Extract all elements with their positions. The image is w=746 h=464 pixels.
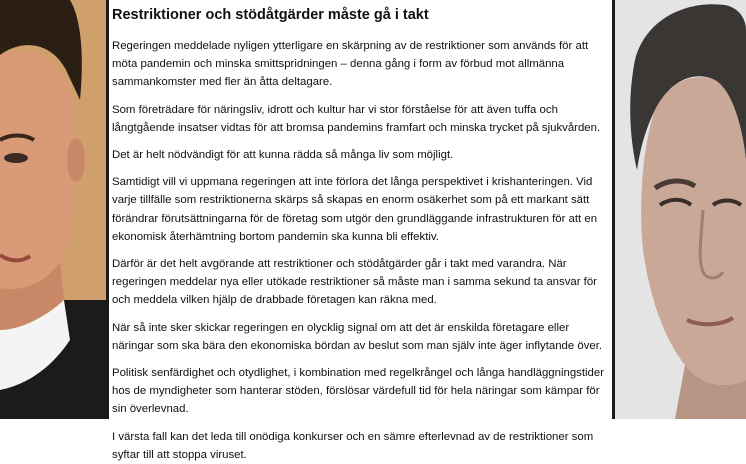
left-portrait-illustration [0,0,106,419]
article-paragraph: Det är helt nödvändigt för att kunna rädda så många liv som möjligt. [112,149,454,162]
article-paragraph: I värsta fall kan det leda till onödiga konkurser och en sämre efterlevnad av de restriktioner som syftar till att stoppa viruset. [112,430,594,461]
ear-shape [67,138,85,182]
article-title: Restriktioner och stödåtgärder måste gå i takt [112,7,429,23]
article-paragraph: Därför är det helt avgörande att restriktioner och stödåtgärder går i takt med varandra. När regeringen meddelar nya eller utökade restriktioner så måste man i samma sekund ta ansvar för och meddela vilken hjälp de drabbade företagen kan räkna med. [112,258,597,307]
right-portrait-illustration [615,0,746,419]
article-paragraph: Som företrädare för näringsliv, idrott och kultur har vi stor förståelse för att även tuffa och långtgående insatser vidtas för att bromsa pandemins framfart och minska trycket på sjukvården. [112,103,601,134]
article-paragraph: Samtidigt vill vi uppmana regeringen att inte förlora det långa perspektivet i krishanteringen. Vid varje tillfälle som restriktionerna skärps så skapas en enorm osäkerhet som på ett markant sätt förändrar förutsättningarna för de företag som utgör den grundläggande infrastrukturen för att en ekonomisk återhämtning bortom pandemin ska kunna bli effektiv. [112,176,598,243]
article-paragraph: Politisk senfärdighet och otydlighet, i kombination med regelkrångel och långa handläggningstider hos de myndigheter som hanterar stöden, förslösar värdefull tid för hela näringar som kämpar för sin överlevnad. [112,367,605,416]
eye-shape [4,153,28,163]
article-paragraph: Regeringen meddelade nyligen ytterligare en skärpning av de restriktioner som används för att möta pandemin och minska smittspridningen – denna gång i form av förbud mot allmänna sammankomster med fler än åtta deltagare. [112,40,589,89]
right-portrait-photo [615,0,746,419]
left-portrait-photo [0,0,106,419]
article-paragraph: När så inte sker skickar regeringen en olycklig signal om att det är enskilda företagare eller näringar som ska bära den ekonomiska bördan av beslut som man själv inte äger inflytande över. [112,321,603,352]
article-body [109,0,612,461]
